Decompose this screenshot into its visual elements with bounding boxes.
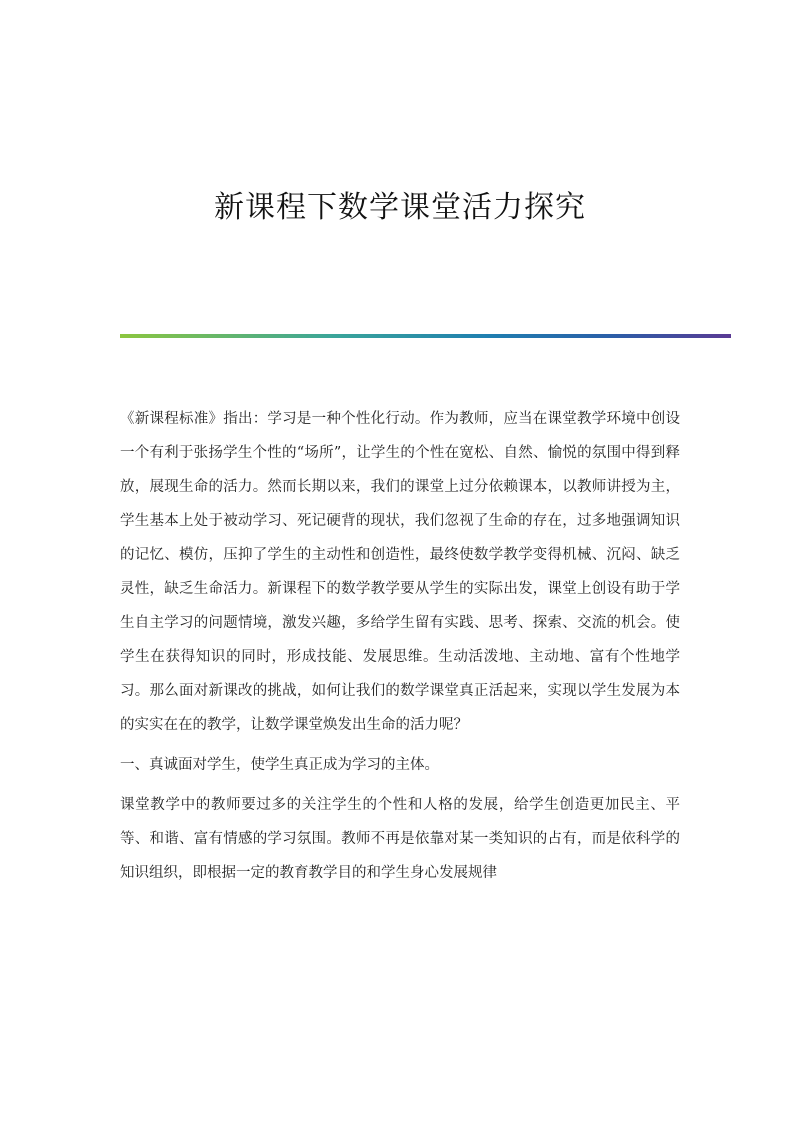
intro-paragraph: 《新课程标准》指出：学习是一种个性化行动。作为教师，应当在课堂教学环境中创设一个有利于张扬学生个性的“场所”，让学生的个性在宽松、自然、愉悦的氛围中得到释放，展现生命的活力。然而长期以来，我们的课堂上过分依赖课本，以教师讲授为主，学生基本上处于被动学习、死记硬背的现状，我们忽视了生命的存在，过多地强调知识的记忆、模仿，压抑了学生的主动性和创造性，最终使数学教学变得机械、沉闷、缺乏灵性，缺乏生命活力。新课程下的数学教学要从学生的实际出发，课堂上创设有助于学生自主学习的问题情境，激发兴趣，多给学生留有实践、思考、探索、交流的机会。使学生在获得知识的同时，形成技能、发展思维。生动活泼地、主动地、富有个性地学习。那么面对新课改的挑战，如何让我们的数学课堂真正活起来，实现以学生发展为本的实实在在的教学，让数学课堂焕发出生命的活力呢？ [120,411,680,733]
title-divider [120,334,731,338]
document-title: 新课程下数学课堂活力探究 [214,190,586,225]
section-heading: 一、真诚面对学生，使学生真正成为学习的主体。 [120,757,439,773]
document-body [120,402,680,896]
section-paragraph: 课堂教学中的教师要过多的关注学生的个性和人格的发展，给学生创造更加民主、平等、和谐、富有情感的学习氛围。教师不再是依靠对某一类知识的占有，而是依科学的知识组织，即根据一定的教育教学目的和学生身心发展规律 [120,797,680,881]
